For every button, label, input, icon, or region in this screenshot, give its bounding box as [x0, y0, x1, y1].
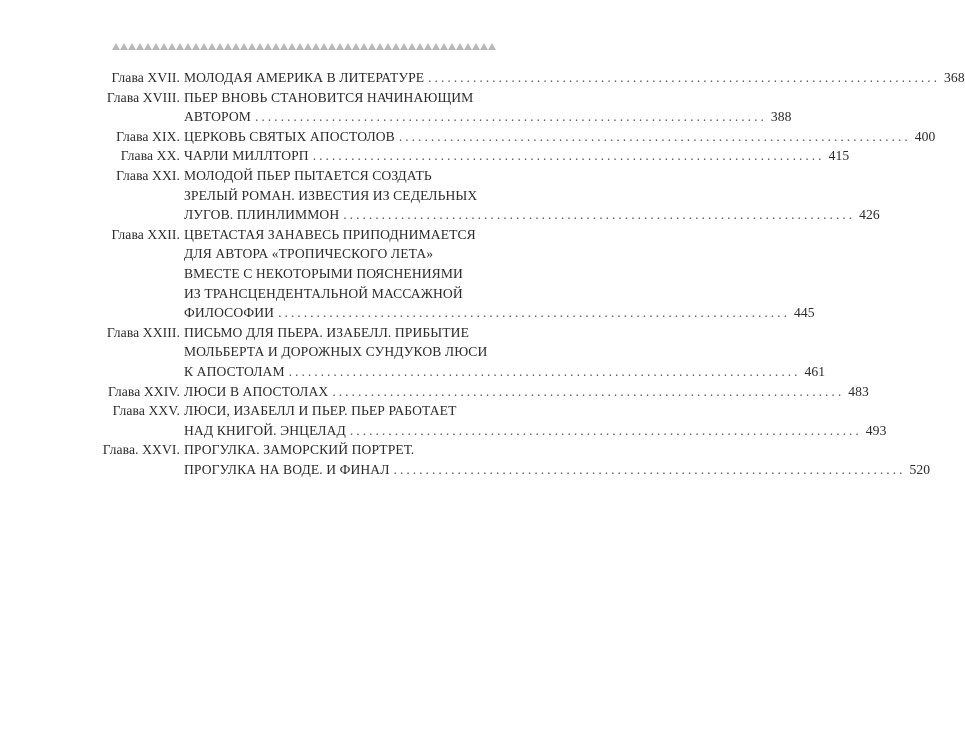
- page-number: 445: [793, 305, 815, 321]
- chapter-title-last-line: [184, 127, 936, 147]
- table-of-contents: [84, 68, 965, 479]
- chapter-number: Глава XVII.: [111, 70, 180, 85]
- chapter-number: Глава XXII.: [111, 226, 180, 242]
- ornament-triangle: [208, 43, 216, 50]
- chapter-title-line: ЗРЕЛЫЙ РОМАН. ИЗВЕСТИЯ ИЗ СЕДЕЛЬНЫХ: [184, 187, 478, 203]
- ornament-triangle: [224, 43, 232, 50]
- page-number: 483: [848, 383, 869, 399]
- chapter-number: Глава XIX.: [116, 128, 180, 144]
- chapter-title-line: ЦВЕТАСТАЯ ЗАНАВЕСЬ ПРИПОДНИМАЕТСЯ: [184, 226, 476, 242]
- chapter-title-last-line: [184, 382, 869, 402]
- page-number: 520: [909, 461, 931, 477]
- ornament-triangle: [192, 43, 200, 50]
- ornament-triangle: [240, 43, 248, 50]
- chapter-title-text: АВТОРОМ: [184, 109, 251, 125]
- chapter-number: Глава XXIV.: [107, 383, 180, 399]
- ornament-triangle: [480, 43, 488, 50]
- ornament-triangle: [120, 43, 128, 50]
- ornament-triangle: [408, 43, 416, 50]
- ornament-triangle: [112, 43, 120, 50]
- header-ornament: [112, 40, 494, 56]
- toc-entry: [84, 440, 931, 479]
- chapter-title: [184, 440, 931, 479]
- chapter-title-last-line: [184, 68, 965, 88]
- ornament-triangle: [264, 43, 272, 50]
- ornament-triangle: [160, 43, 168, 50]
- dot-leader: ................................................................................: [312, 148, 825, 164]
- chapter-title-text: НАД КНИГОЙ. ЭНЦЕЛАД: [184, 422, 346, 438]
- chapter-title-last-line: [184, 146, 850, 166]
- ornament-triangle: [152, 43, 160, 50]
- dot-leader: ................................................................................: [332, 383, 845, 399]
- ornament-triangle: [384, 43, 392, 50]
- chapter-title-line: ВМЕСТЕ С НЕКОТОРЫМИ ПОЯСНЕНИЯМИ: [184, 265, 463, 281]
- chapter-title-last-line: [184, 421, 887, 441]
- page-number: 368: [944, 70, 965, 85]
- toc-entry: [84, 382, 869, 402]
- dot-leader: ................................................................................: [254, 109, 767, 125]
- ornament-triangle: [280, 43, 288, 50]
- chapter-title-text: ЧАРЛИ МИЛЛТОРП: [184, 148, 309, 164]
- chapter-title: [184, 68, 965, 88]
- page-number: 461: [804, 363, 826, 379]
- chapter-title-text: МОЛОДАЯ АМЕРИКА В ЛИТЕРАТУРЕ: [184, 70, 425, 85]
- chapter-title-last-line: [184, 205, 880, 225]
- chapter-title-line: ЛЮСИ, ИЗАБЕЛЛ И ПЬЕР. ПЬЕР РАБОТАЕТ: [184, 403, 457, 419]
- chapter-title-last-line: [184, 303, 815, 323]
- dot-leader: ................................................................................: [393, 461, 906, 477]
- toc-entry: [84, 401, 887, 440]
- toc-entry: [84, 88, 792, 127]
- ornament-triangle: [360, 43, 368, 50]
- ornament-triangle: [232, 43, 240, 50]
- ornament-triangle: [376, 43, 384, 50]
- ornament-triangle: [320, 43, 328, 50]
- ornament-triangle: [296, 43, 304, 50]
- chapter-number: Глава XXIII.: [106, 324, 180, 340]
- ornament-triangle: [440, 43, 448, 50]
- chapter-title-line: ИЗ ТРАНСЦЕНДЕНТАЛЬНОЙ МАССАЖНОЙ: [184, 285, 463, 301]
- chapter-title: [184, 323, 826, 382]
- chapter-title-text: ФИЛОСОФИИ: [184, 305, 275, 321]
- page-number: 493: [865, 422, 887, 438]
- ornament-triangle: [288, 43, 296, 50]
- chapter-title-line: ПИСЬМО ДЛЯ ПЬЕРА. ИЗАБЕЛЛ. ПРИБЫТИЕ: [184, 324, 469, 340]
- toc-entry: [84, 68, 965, 88]
- ornament-triangle: [472, 43, 480, 50]
- ornament-triangle: [392, 43, 400, 50]
- ornament-triangle: [200, 43, 208, 50]
- dot-leader: ................................................................................: [349, 422, 862, 438]
- ornament-triangle: [448, 43, 456, 50]
- chapter-title-line: МОЛЬБЕРТА И ДОРОЖНЫХ СУНДУКОВ ЛЮСИ: [184, 344, 488, 360]
- chapter-title: [184, 146, 850, 166]
- chapter-number: Глава XX.: [120, 148, 180, 164]
- ornament-triangle: [144, 43, 152, 50]
- ornament-triangle: [176, 43, 184, 50]
- page-number: 426: [859, 207, 880, 223]
- ornament-triangle: [456, 43, 464, 50]
- chapter-number: Глава. XXVI.: [102, 442, 180, 458]
- ornament-triangle: [328, 43, 336, 50]
- chapter-number: Глава XXI.: [116, 167, 180, 183]
- chapter-title: [184, 382, 869, 402]
- ornament-triangle: [304, 43, 312, 50]
- chapter-title-line: ПЬЕР ВНОВЬ СТАНОВИТСЯ НАЧИНАЮЩИМ: [184, 89, 474, 105]
- toc-entry: [84, 166, 880, 225]
- ornament-triangle: [400, 43, 408, 50]
- ornament-triangle: [136, 43, 144, 50]
- chapter-title: [184, 225, 815, 323]
- ornament-triangle: [488, 43, 496, 50]
- chapter-title-line: ДЛЯ АВТОРА «ТРОПИЧЕСКОГО ЛЕТА»: [184, 246, 434, 262]
- chapter-title-line: МОЛОДОЙ ПЬЕР ПЫТАЕТСЯ СОЗДАТЬ: [184, 167, 432, 183]
- page-number: 415: [828, 148, 850, 164]
- dot-leader: ................................................................................: [343, 207, 856, 223]
- toc-entry: [84, 323, 826, 382]
- dot-leader: ................................................................................: [428, 70, 941, 85]
- dot-leader: ................................................................................: [288, 363, 801, 379]
- chapter-title-text: ЛЮСИ В АПОСТОЛАХ: [184, 383, 329, 399]
- toc-entry: [84, 127, 936, 147]
- page-number: 400: [914, 128, 936, 144]
- ornament-triangle: [184, 43, 192, 50]
- chapter-title: [184, 127, 936, 147]
- ornament-triangle: [216, 43, 224, 50]
- ornament-triangle: [464, 43, 472, 50]
- chapter-title-text: К АПОСТОЛАМ: [184, 363, 285, 379]
- chapter-title: [184, 166, 880, 225]
- ornament-triangle: [344, 43, 352, 50]
- dot-leader: ................................................................................: [278, 305, 790, 321]
- chapter-title-text: ЦЕРКОВЬ СВЯТЫХ АПОСТОЛОВ: [184, 128, 395, 144]
- ornament-triangle: [272, 43, 280, 50]
- ornament-triangle: [432, 43, 440, 50]
- ornament-triangle: [128, 43, 136, 50]
- ornament-triangle: [256, 43, 264, 50]
- ornament-triangle: [368, 43, 376, 50]
- chapter-title: [184, 401, 887, 440]
- ornament-triangle: [416, 43, 424, 50]
- toc-entry: [84, 146, 850, 166]
- chapter-number: Глава XVIII.: [106, 89, 180, 105]
- chapter-title-line: ПРОГУЛКА. ЗАМОРСКИЙ ПОРТРЕТ.: [184, 442, 415, 458]
- ornament-triangle: [168, 43, 176, 50]
- chapter-title-last-line: [184, 460, 931, 480]
- ornament-triangle: [248, 43, 256, 50]
- ornament-triangle: [312, 43, 320, 50]
- chapter-title-last-line: [184, 107, 792, 127]
- chapter-title: [184, 88, 792, 127]
- ornament-triangle: [352, 43, 360, 50]
- page-number: 388: [770, 109, 792, 125]
- toc-entry: [84, 225, 815, 323]
- chapter-number: Глава XXV.: [112, 403, 180, 419]
- dot-leader: ................................................................................: [398, 128, 911, 144]
- chapter-title-text: ЛУГОВ. ПЛИНЛИММОН: [184, 207, 340, 223]
- chapter-title-last-line: [184, 362, 826, 382]
- chapter-title-text: ПРОГУЛКА НА ВОДЕ. И ФИНАЛ: [184, 461, 390, 477]
- ornament-triangle: [336, 43, 344, 50]
- ornament-triangle: [424, 43, 432, 50]
